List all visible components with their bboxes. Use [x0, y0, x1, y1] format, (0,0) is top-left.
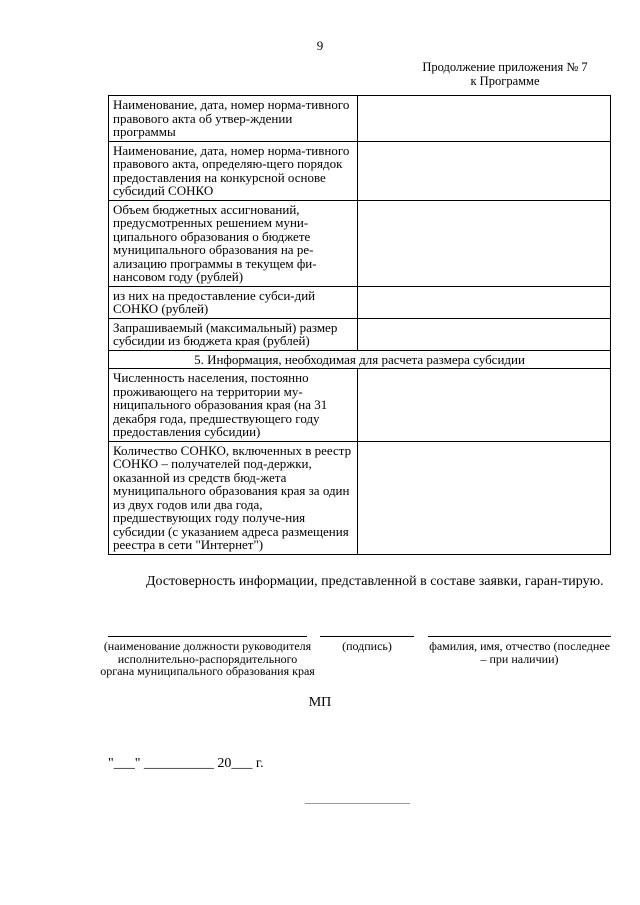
- stamp-mark: МП: [308, 695, 332, 710]
- table-row: [109, 318, 611, 350]
- row-label-sonko-count: Количество СОНКО, включенных в реестр СОНКО – получателей под-держки, оказанной из средств бюд-жета муниципального образования края за один из двух годов или два года, предшествующих году получе-ния субсидии (с указанием адреса размещения реестра в сети "Интернет"): [109, 441, 358, 554]
- table-row: [109, 441, 611, 554]
- table-row: [109, 369, 611, 442]
- name-signature-line[interactable]: [428, 636, 611, 637]
- row-label-requested-subsidy: Запрашиваемый (максимальный) размер субсидии из бюджета края (рублей): [109, 318, 358, 350]
- row-value-budget-allocations[interactable]: [358, 200, 611, 286]
- table-row: [109, 141, 611, 200]
- bottom-divider: [305, 803, 410, 804]
- row-value-population[interactable]: [358, 369, 611, 442]
- row-value-program-act[interactable]: [358, 96, 611, 142]
- table-row: [109, 286, 611, 318]
- appendix-note: [400, 60, 610, 88]
- row-label-population: Численность населения, постоянно проживающего на территории му-ниципального образования края (на 31 декабря года, предшествующего году предоставления субсидии): [109, 369, 358, 442]
- row-value-requested-subsidy[interactable]: [358, 318, 611, 350]
- appendix-line-1: Продолжение приложения № 7: [422, 60, 588, 74]
- name-caption: фамилия, имя, отчество (последнее – при наличии): [429, 639, 610, 666]
- table-row: [109, 96, 611, 142]
- row-value-sonko-count[interactable]: [358, 441, 611, 554]
- table-row: [109, 200, 611, 286]
- position-caption: (наименование должности руководителя исполнительно-распорядительного органа муниципального образования края: [100, 639, 315, 678]
- section-header-row: [109, 350, 611, 369]
- signature-line[interactable]: [320, 636, 414, 637]
- section-5-title: 5. Информация, необходимая для расчета размера субсидии: [109, 350, 611, 369]
- date-line[interactable]: "___" __________ 20___ г.: [108, 756, 264, 771]
- row-label-subsidy-procedure-act: Наименование, дата, номер норма-тивного правового акта, определяю-щего порядок предоставления на конкурсной основе субсидий СОНКО: [109, 141, 358, 200]
- declaration-text: Достоверность информации, представленной в составе заявки, гаран-тирую.: [146, 574, 604, 589]
- position-signature-line[interactable]: [108, 636, 307, 637]
- row-label-sonko-subsidies: из них на предоставление субси-дий СОНКО (рублей): [109, 286, 358, 318]
- row-label-program-act: Наименование, дата, номер норма-тивного правового акта об утвер-ждении программы: [109, 96, 358, 142]
- row-value-sonko-subsidies[interactable]: [358, 286, 611, 318]
- row-value-subsidy-procedure-act[interactable]: [358, 141, 611, 200]
- application-form-table: [108, 95, 611, 555]
- appendix-line-2: к Программе: [470, 74, 540, 88]
- signature-caption: (подпись): [342, 639, 392, 653]
- page-number: 9: [316, 38, 324, 53]
- row-label-budget-allocations: Объем бюджетных ассигнований, предусмотренных решением муни-ципального образования о бюджете муниципального образования на ре-ализацию программы в текущем фи-нансовом году (рублей): [109, 200, 358, 286]
